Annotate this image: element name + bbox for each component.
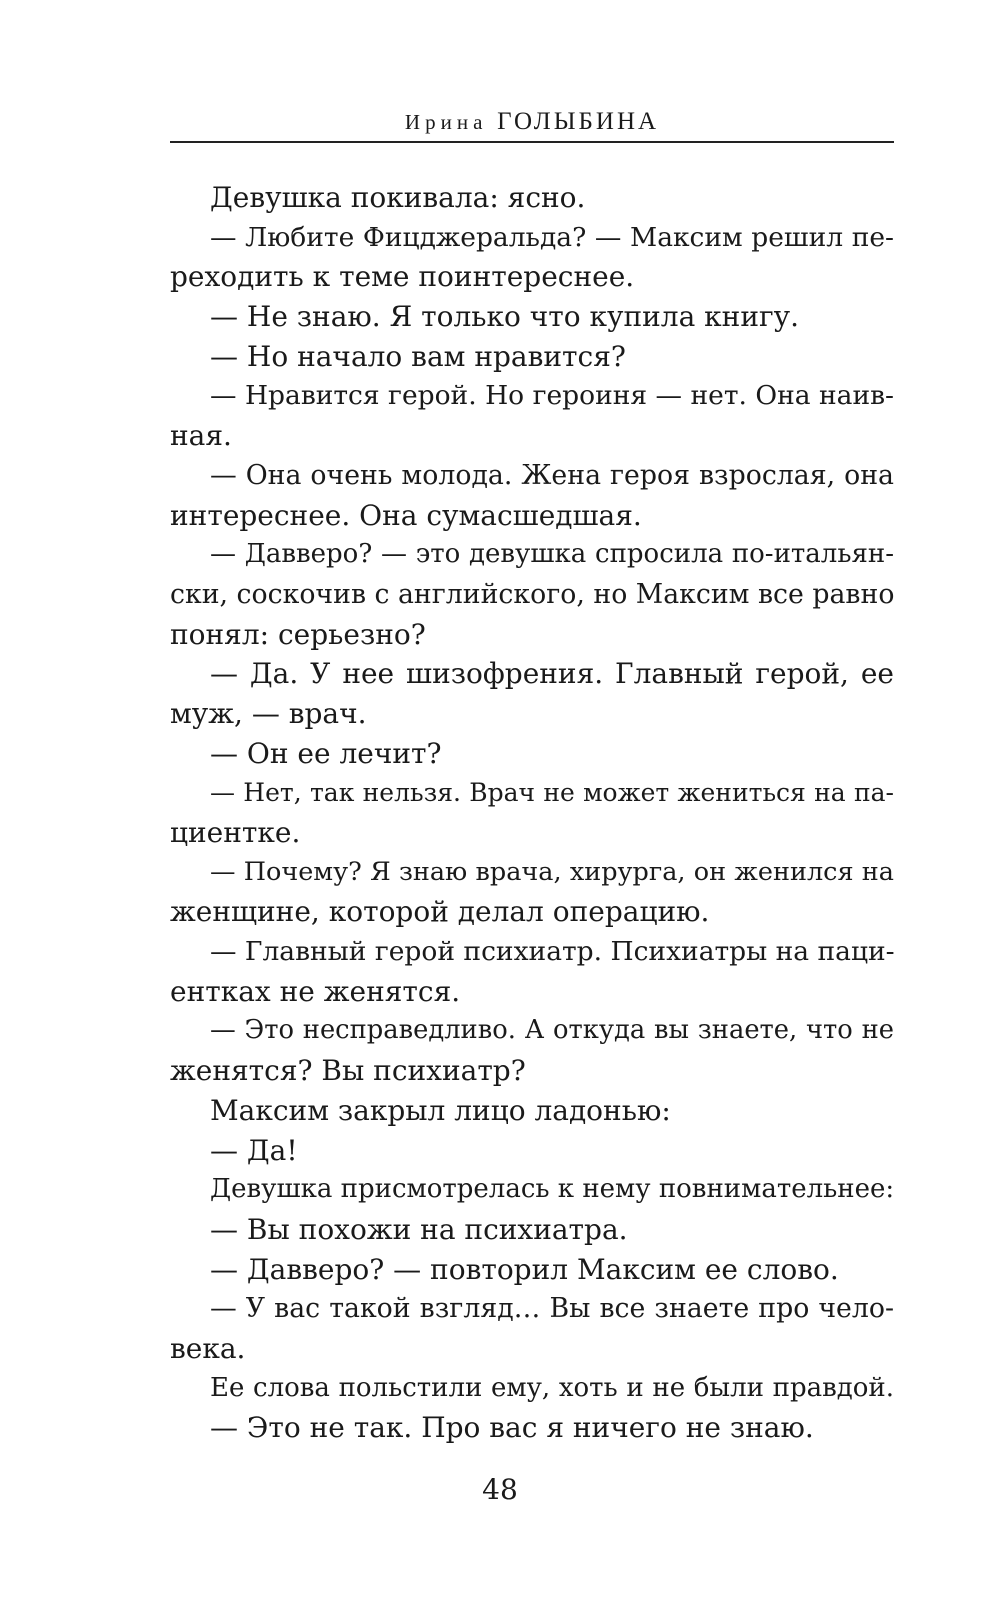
body-text: [170, 178, 894, 1448]
text-line: женщине, которой делал операцию.: [170, 895, 710, 929]
text-line: — Не знаю. Я только что купила книгу.: [210, 300, 800, 334]
text-line: циентке.: [170, 816, 301, 849]
text-line: ентках не женятся.: [170, 974, 461, 1008]
text-line: Девушка покивала: ясно.: [210, 181, 586, 214]
text-line: — Нравится герой. Но героиня — нет. Она наив-: [210, 380, 894, 412]
running-head: [170, 108, 894, 136]
text-line: — Да!: [210, 1133, 298, 1167]
text-line: — Давверо? — это девушка спросила по-итальян-: [210, 539, 894, 570]
text-line: ная.: [170, 419, 232, 453]
text-line: ски, соскочив с английского, но Максим все равно: [170, 578, 895, 610]
text-line: муж, — врач.: [170, 696, 367, 730]
text-line: — Главный герой психиатр. Психиатры на паци-: [210, 936, 895, 968]
text-line: — Он ее лечит?: [210, 736, 442, 770]
text-line: понял: серьезно?: [170, 617, 426, 651]
text-line: Девушка присмотрелась к нему повнимательнее:: [210, 1174, 895, 1205]
text-line: — Почему? Я знаю врача, хирурга, он женился на: [210, 856, 894, 887]
text-line: — Но начало вам нравится?: [210, 339, 626, 373]
page-number: 48: [482, 1473, 518, 1506]
text-line: — Да. У нее шизофрения. Главный герой, ее: [210, 657, 894, 691]
text-line: реходить к теме поинтереснее.: [170, 260, 635, 294]
author-first-name: Ирина: [404, 110, 488, 134]
text-line: женятся? Вы психиатр?: [170, 1054, 526, 1088]
text-line: интереснее. Она сумасшедшая.: [170, 498, 642, 532]
text-line: Ее слова польстили ему, хоть и не были правдой.: [210, 1372, 894, 1403]
text-line: — Это не так. Про вас я ничего не знаю.: [210, 1411, 814, 1445]
text-line: — Вы похожи на психиатра.: [210, 1212, 628, 1246]
text-line: века.: [170, 1331, 246, 1365]
text-line: — Любите Фицджеральда? — Максим решил пе-: [210, 221, 894, 253]
header-rule: [170, 141, 894, 143]
text-line: — У вас такой взгляд… Вы все знаете про чело-: [210, 1293, 894, 1325]
text-line: — Нет, так нельзя. Врач не может жениться на па-: [210, 778, 894, 808]
text-line: Максим закрыл лицо ладонью:: [210, 1093, 671, 1127]
text-line: — Она очень молода. Жена героя взрослая, она: [210, 459, 894, 491]
author-last-name: ГОЛЫБИНА: [497, 108, 660, 135]
text-line: — Давверо? — повторил Максим ее слово.: [210, 1252, 839, 1286]
text-line: — Это несправедливо. А откуда вы знаете, что не: [210, 1015, 894, 1046]
